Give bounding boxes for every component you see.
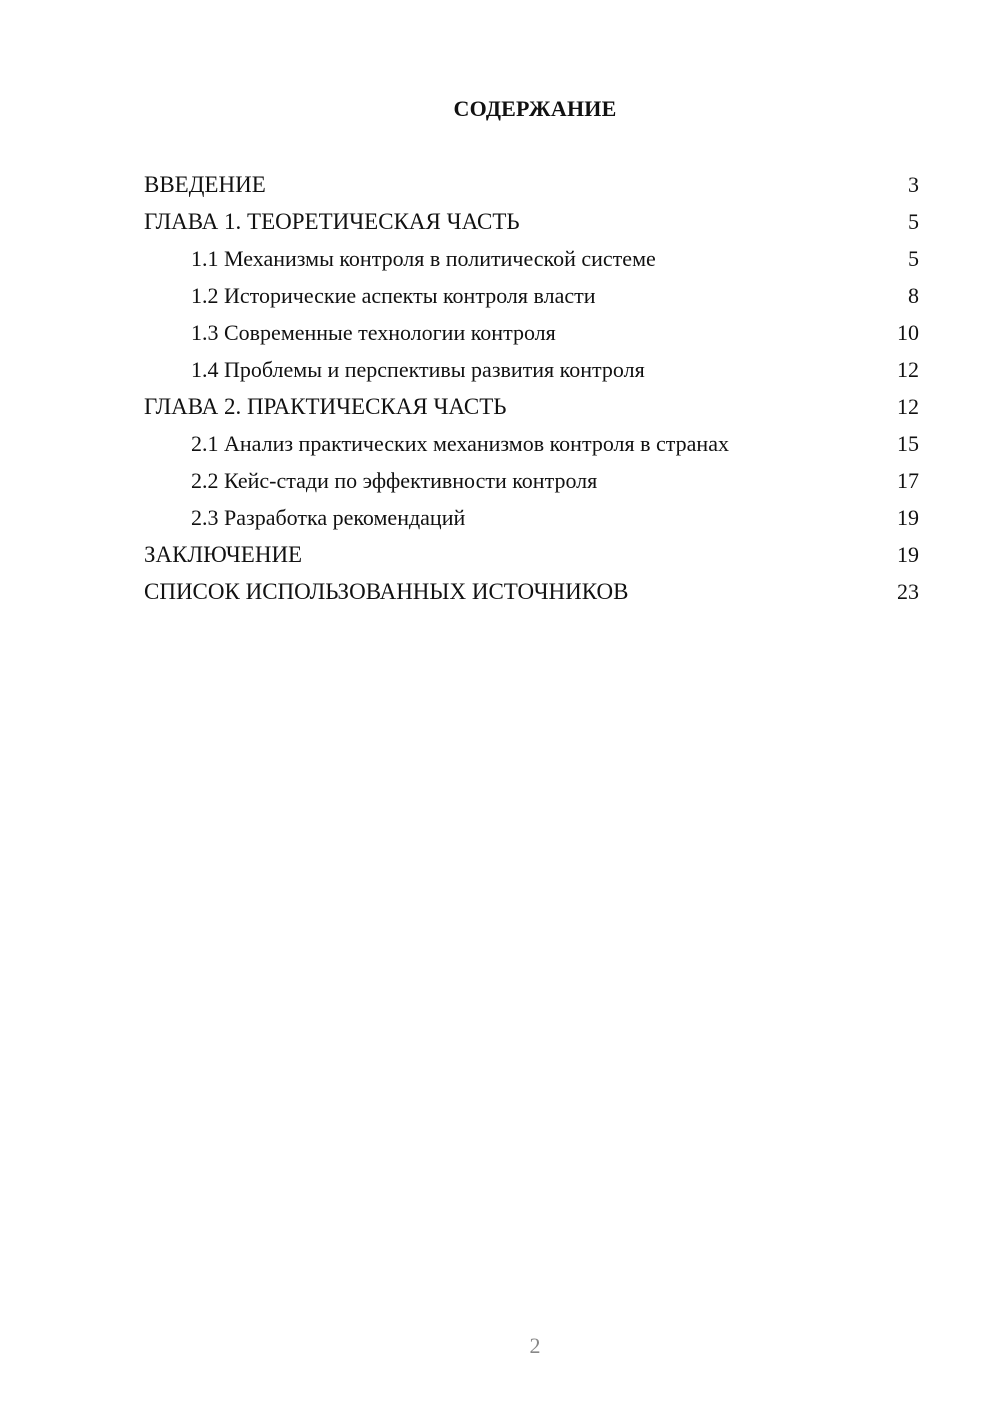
toc-entry-page: 19	[897, 542, 919, 567]
toc-entry-section-1-2[interactable]	[144, 277, 919, 314]
toc-entry-page: 23	[897, 579, 919, 604]
toc-entry-section-2-2[interactable]	[144, 462, 919, 499]
table-of-contents	[144, 166, 919, 610]
toc-entry-text: ВВЕДЕНИЕ	[144, 172, 266, 197]
toc-entry-page: 15	[897, 431, 919, 456]
toc-entry-chapter-1[interactable]	[144, 203, 919, 240]
toc-entry-text: 1.3 Современные технологии контроля	[191, 320, 556, 345]
toc-entry-section-1-3[interactable]	[144, 314, 919, 351]
toc-entry-page: 3	[908, 172, 919, 197]
toc-entry-page: 19	[897, 505, 919, 530]
page-title: СОДЕРЖАНИЕ	[453, 96, 617, 121]
toc-entry-text: СПИСОК ИСПОЛЬЗОВАННЫХ ИСТОЧНИКОВ	[144, 579, 629, 604]
toc-entry-page: 5	[908, 209, 919, 234]
toc-entry-text: 2.2 Кейс-стади по эффективности контроля	[191, 468, 598, 493]
toc-entry-text: ГЛАВА 1. ТЕОРЕТИЧЕСКАЯ ЧАСТЬ	[144, 209, 520, 234]
toc-entry-page: 10	[897, 320, 919, 345]
toc-entry-page: 17	[897, 468, 919, 493]
toc-entry-conclusion[interactable]	[144, 536, 919, 573]
toc-entry-text: ГЛАВА 2. ПРАКТИЧЕСКАЯ ЧАСТЬ	[144, 394, 507, 419]
toc-entry-page: 12	[897, 357, 919, 382]
toc-entry-text: 1.2 Исторические аспекты контроля власти	[191, 283, 596, 308]
toc-entry-chapter-2[interactable]	[144, 388, 919, 425]
toc-entry-text: 1.4 Проблемы и перспективы развития контроля	[191, 357, 645, 382]
toc-entry-text: 2.3 Разработка рекомендаций	[191, 505, 466, 530]
toc-entry-introduction[interactable]	[144, 166, 919, 203]
toc-entry-section-1-1[interactable]	[144, 240, 919, 277]
toc-entry-page: 8	[908, 283, 919, 308]
toc-entry-page: 5	[908, 246, 919, 271]
toc-entry-page: 12	[897, 394, 919, 419]
toc-entry-references[interactable]	[144, 573, 919, 610]
toc-entry-section-2-1[interactable]	[144, 425, 919, 462]
toc-entry-section-2-3[interactable]	[144, 499, 919, 536]
page-number: 2	[529, 1333, 541, 1358]
toc-entry-text: 1.1 Механизмы контроля в политической системе	[191, 246, 656, 271]
toc-entry-text: 2.1 Анализ практических механизмов контроля в странах	[191, 431, 729, 456]
toc-entry-text: ЗАКЛЮЧЕНИЕ	[144, 542, 303, 567]
toc-entry-section-1-4[interactable]	[144, 351, 919, 388]
